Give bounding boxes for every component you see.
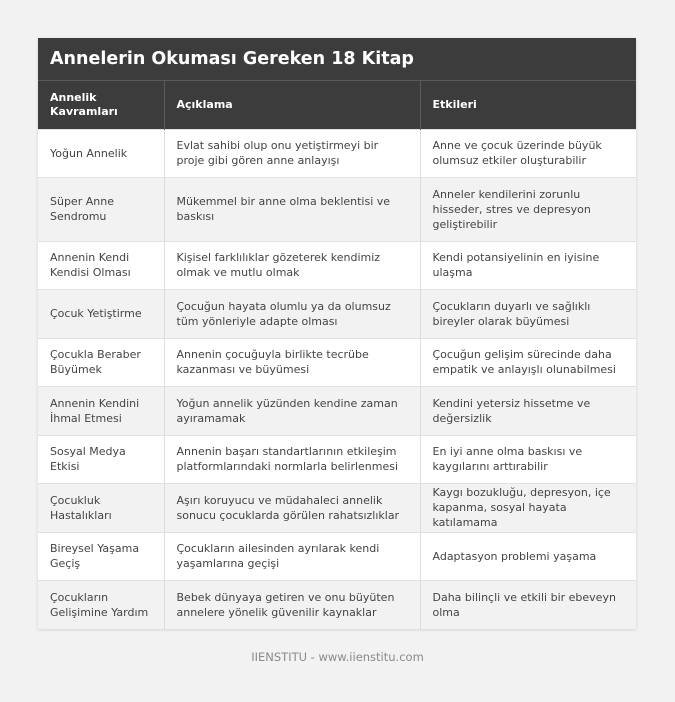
table-cell: Çocukların duyarlı ve sağlıklı bireyler olarak büyümesi	[420, 289, 636, 338]
data-table	[38, 81, 636, 629]
table-cell: Bireysel Yaşama Geçiş	[38, 532, 164, 580]
table-row	[38, 386, 636, 435]
table-card	[38, 38, 636, 629]
table-cell: Evlat sahibi olup onu yetiştirmeyi bir proje gibi gören anne anlayışı	[164, 129, 420, 177]
table-row	[38, 129, 636, 177]
table-cell: Sosyal Medya Etkisi	[38, 435, 164, 483]
header-row	[38, 81, 636, 129]
table-cell: Kaygı bozukluğu, depresyon, içe kapanma, sosyal hayata katılamama	[420, 483, 636, 532]
table-row	[38, 338, 636, 386]
table-cell: Mükemmel bir anne olma beklentisi ve baskısı	[164, 177, 420, 241]
table-cell: Çocuğun gelişim sürecinde daha empatik ve anlayışlı olunabilmesi	[420, 338, 636, 386]
column-header: Annelik Kavramları	[38, 81, 164, 129]
table-cell: Çocukların ailesinden ayrılarak kendi yaşamlarına geçişi	[164, 532, 420, 580]
table-row	[38, 289, 636, 338]
page-title: Annelerin Okuması Gereken 18 Kitap	[38, 38, 636, 81]
table-row	[38, 532, 636, 580]
table-cell: Annenin başarı standartlarının etkileşim platformlarındaki normlarla belirlenmesi	[164, 435, 420, 483]
table-cell: Çocuğun hayata olumlu ya da olumsuz tüm yönleriyle adapte olması	[164, 289, 420, 338]
table-cell: Çocuk Yetiştirme	[38, 289, 164, 338]
table-row	[38, 435, 636, 483]
table-cell: Anneler kendilerini zorunlu hisseder, stres ve depresyon geliştirebilir	[420, 177, 636, 241]
table-cell: Adaptasyon problemi yaşama	[420, 532, 636, 580]
table-cell: Kişisel farklılıklar gözeterek kendimiz olmak ve mutlu olmak	[164, 241, 420, 289]
table-cell: Anne ve çocuk üzerinde büyük olumsuz etkiler oluşturabilir	[420, 129, 636, 177]
table-cell: Çocukluk Hastalıkları	[38, 483, 164, 532]
table-cell: Kendi potansiyelinin en iyisine ulaşma	[420, 241, 636, 289]
table-cell: En iyi anne olma baskısı ve kaygılarını arttırabilir	[420, 435, 636, 483]
table-cell: Çocukla Beraber Büyümek	[38, 338, 164, 386]
table-row	[38, 483, 636, 532]
table-cell: Annenin Kendi Kendisi Olması	[38, 241, 164, 289]
table-cell: Annenin Kendini İhmal Etmesi	[38, 386, 164, 435]
table-cell: Kendini yetersiz hissetme ve değersizlik	[420, 386, 636, 435]
table-row	[38, 177, 636, 241]
footer-credit: IIENSTITU - www.iienstitu.com	[251, 650, 424, 664]
table-cell: Yoğun Annelik	[38, 129, 164, 177]
table-cell: Süper Anne Sendromu	[38, 177, 164, 241]
table-cell: Çocukların Gelişimine Yardım	[38, 580, 164, 629]
table-row	[38, 580, 636, 629]
table-cell: Daha bilinçli ve etkili bir ebeveyn olma	[420, 580, 636, 629]
column-header: Açıklama	[164, 81, 420, 129]
table-cell: Yoğun annelik yüzünden kendine zaman ayıramamak	[164, 386, 420, 435]
table-row	[38, 241, 636, 289]
table-cell: Bebek dünyaya getiren ve onu büyüten annelere yönelik güvenilir kaynaklar	[164, 580, 420, 629]
column-header: Etkileri	[420, 81, 636, 129]
table-cell: Annenin çocuğuyla birlikte tecrübe kazanması ve büyümesi	[164, 338, 420, 386]
table-cell: Aşırı koruyucu ve müdahaleci annelik sonucu çocuklarda görülen rahatsızlıklar	[164, 483, 420, 532]
